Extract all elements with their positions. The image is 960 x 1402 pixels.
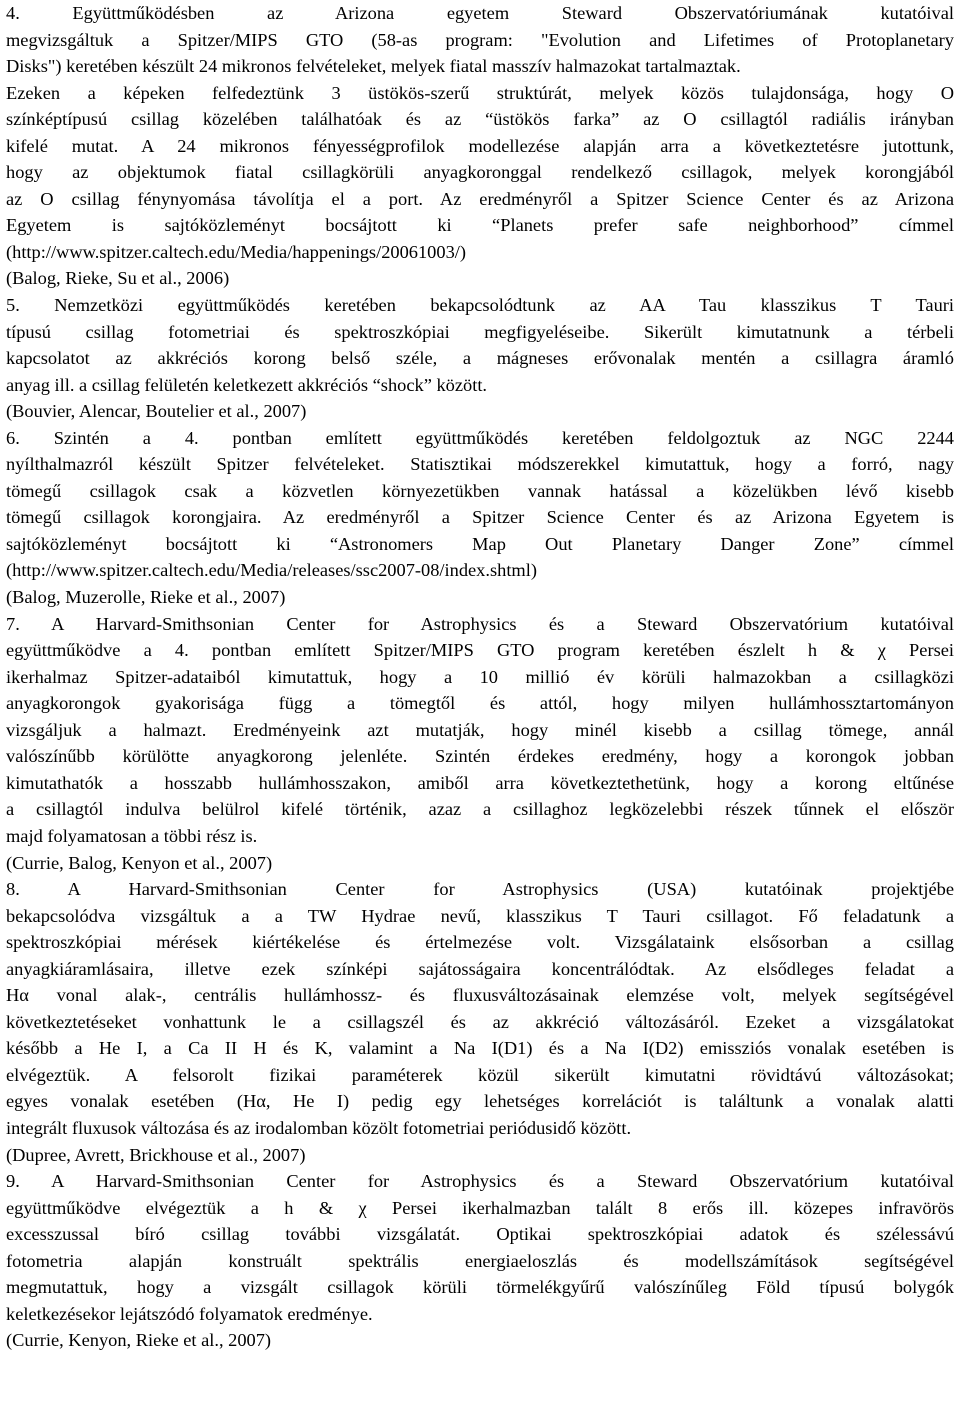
text-line: (http://www.spitzer.caltech.edu/Media/happenings/20061003/) — [6, 241, 466, 262]
text-line: a csillagtól indulva belülrol kifelé történik, azaz a csillaghoz legközelebbi részek tűnnek el először — [6, 799, 954, 820]
text-line: 4. Együttműködésben az Arizona egyetem Steward Obszervatóriumának kutatóival — [6, 3, 954, 23]
text-line: (Balog, Rieke, Su et al., 2006) — [6, 268, 230, 289]
text-line: típusú csillag fotometriai és spektroszkópiai megfigyeléseibe. Sikerült kimutatnunk a térbeli — [6, 321, 954, 342]
text-line: anyag ill. a csillag felületén keletkezett akkréciós “shock” között. — [6, 374, 488, 395]
text-line: (Bouvier, Alencar, Boutelier et al., 2007) — [6, 401, 307, 422]
text-line: keletkezésekor lejátszódó folyamatok eredménye. — [6, 1303, 373, 1324]
text-line: spektroszkópiai mérések kiértékelése és értelmezése volt. Vizsgálataink elsősorban a csillag — [6, 932, 954, 953]
text-line: 5. Nemzetközi együttműködés keretében bekapcsolódtunk az AA Tau klasszikus T Tauri — [6, 295, 954, 316]
text-line: anyagkorongok gyakorisága függ a tömegtől és attól, hogy milyen hullámhossztartományon — [6, 693, 954, 714]
text-line: következtetéseket vonhattunk le a csillagszél és az akkréció változásáról. Ezeket a vizsgálatokat — [6, 1011, 954, 1032]
text-line: Disks") keretében készült 24 mikronos felvételeket, melyek fiatal masszív halmazokat tartalmaztak. — [6, 56, 741, 77]
text-line: (http://www.spitzer.caltech.edu/Media/releases/ssc2007-08/index.shtml) — [6, 560, 537, 581]
text-line: 7. A Harvard-Smithsonian Center for Astrophysics és a Steward Obszervatórium kutatóival — [6, 613, 954, 634]
text-line: (Currie, Balog, Kenyon et al., 2007) — [6, 852, 273, 873]
text-line: ikerhalmaz Spitzer-adataiból kimutattuk, hogy a 10 millió év körüli halmazokban a csillagközi — [6, 666, 954, 687]
text-line: később a He I, a Ca II H és K, valamint a Na I(D1) és a Na I(D2) emissziós vonalak esetében is — [6, 1038, 954, 1059]
text-line: vizsgáljuk a halmazt. Eredményeink azt mutatják, hogy minél kisebb a csillag tömege, annál — [6, 719, 954, 740]
text-line: fotometria alapján konstruált spektrális energiaeloszlás és modellszámítások segítségével — [6, 1250, 954, 1271]
text-line: tömegű csillagok korongjaira. Az eredményről a Spitzer Science Center és az Arizona Egyetem is — [6, 507, 954, 528]
text-line: Hα vonal alak-, centrális hullámhossz- és fluxusváltozásainak elemzése volt, melyek segítségével — [6, 985, 954, 1006]
text-line: anyagkiáramlásaira, illetve ezek színképi sajátosságaira koncentrálódtak. Az elsődleges feladat a — [6, 958, 954, 979]
text-line: elvégeztük. A felsorolt fizikai paraméterek közül sikerült kimutatni rövidtávú változásokat; — [6, 1064, 954, 1085]
text-line: bekapcsolódva vizsgáltuk a a TW Hydrae nevű, klasszikus T Tauri csillagot. Fő feladatunk a — [6, 905, 954, 926]
text-line: megvizsgáltuk a Spitzer/MIPS GTO (58-as program: "Evolution and Lifetimes of Protoplanetary — [6, 29, 954, 50]
text-line: tömegű csillagok csak a közvetlen környezetükben vannak hatással a közelükben lévő kisebb — [6, 480, 954, 501]
text-line: Egyetem is sajtóközleményt bocsájtott ki “Planets prefer safe neighborhood” címmel — [6, 215, 954, 236]
text-line: együttműködve elvégeztük a h & χ Persei ikerhalmazban talált 8 erős ill. közepes infravörös — [6, 1197, 954, 1218]
text-line: excesszussal bíró csillag további vizsgálatát. Optikai spektroszkópiai adatok és szélessávú — [6, 1224, 954, 1245]
document-body — [6, 0, 954, 1354]
text-line: együttműködve a 4. pontban említett Spitzer/MIPS GTO program keretében észlelt h & χ Persei — [6, 640, 954, 661]
text-line: 6. Szintén a 4. pontban említett együttműködés keretében feldolgoztuk az NGC 2244 — [6, 427, 954, 448]
text-line: hogy az objektumok fiatal csillagkörüli anyagkoronggal rendelkező csillagok, melyek korongjából — [6, 162, 954, 183]
text-line: sajtóközleményt bocsájtott ki “Astronomers Map Out Planetary Danger Zone” címmel — [6, 533, 954, 554]
text-line: kapcsolatot az akkréciós korong belső széle, a mágneses erővonalak mentén a csillagra áramló — [6, 348, 954, 369]
text-line: 9. A Harvard-Smithsonian Center for Astrophysics és a Steward Obszervatórium kutatóival — [6, 1171, 954, 1192]
text-line: nyílthalmazról készült Spitzer felvételeket. Statisztikai módszerekkel kimutattuk, hogy a forró, nagy — [6, 454, 954, 475]
text-line: valószínűbb körülötte anyagkorong jelenléte. Szintén érdekes eredmény, hogy a korongok jobban — [6, 746, 954, 767]
text-line: az O csillag fénynyomása távolítja el a port. Az eredményről a Spitzer Science Center és az Arizona — [6, 188, 954, 209]
text-line: kifelé mutat. A 24 mikronos fényességprofilok modellezése alapján arra a következtetésre jutottunk, — [6, 135, 954, 156]
text-line: majd folyamatosan a többi rész is. — [6, 825, 258, 846]
text-line: integrált fluxusok változása és az irodalomban közölt fotometriai periódusidő között. — [6, 1117, 632, 1138]
text-line: 8. A Harvard-Smithsonian Center for Astrophysics (USA) kutatóinak projektjébe — [6, 879, 954, 900]
text-line: megmutattuk, hogy a vizsgált csillagok körüli törmelékgyűrű valószínűleg Föld típusú bolygók — [6, 1277, 954, 1298]
text-line: (Currie, Kenyon, Rieke et al., 2007) — [6, 1330, 272, 1351]
text-line: (Dupree, Avrett, Brickhouse et al., 2007) — [6, 1144, 306, 1165]
text-line: kimutathatók a hosszabb hullámhosszakon, amiből arra következtethetünk, hogy a korong eltűnése — [6, 772, 954, 793]
text-line: egyes vonalak esetében (Hα, He I) pedig egy lehetséges korrelációt is találtunk a vonalak alatti — [6, 1091, 954, 1112]
text-line: (Balog, Muzerolle, Rieke et al., 2007) — [6, 587, 286, 608]
text-line: Ezeken a képeken felfedeztünk 3 üstökös-szerű struktúrát, melyek közös tulajdonsága, hogy O — [6, 82, 954, 103]
text-line: színképtípusú csillag közelében találhatóak és az “üstökös farka” az O csillagtól radiális irányban — [6, 109, 954, 130]
